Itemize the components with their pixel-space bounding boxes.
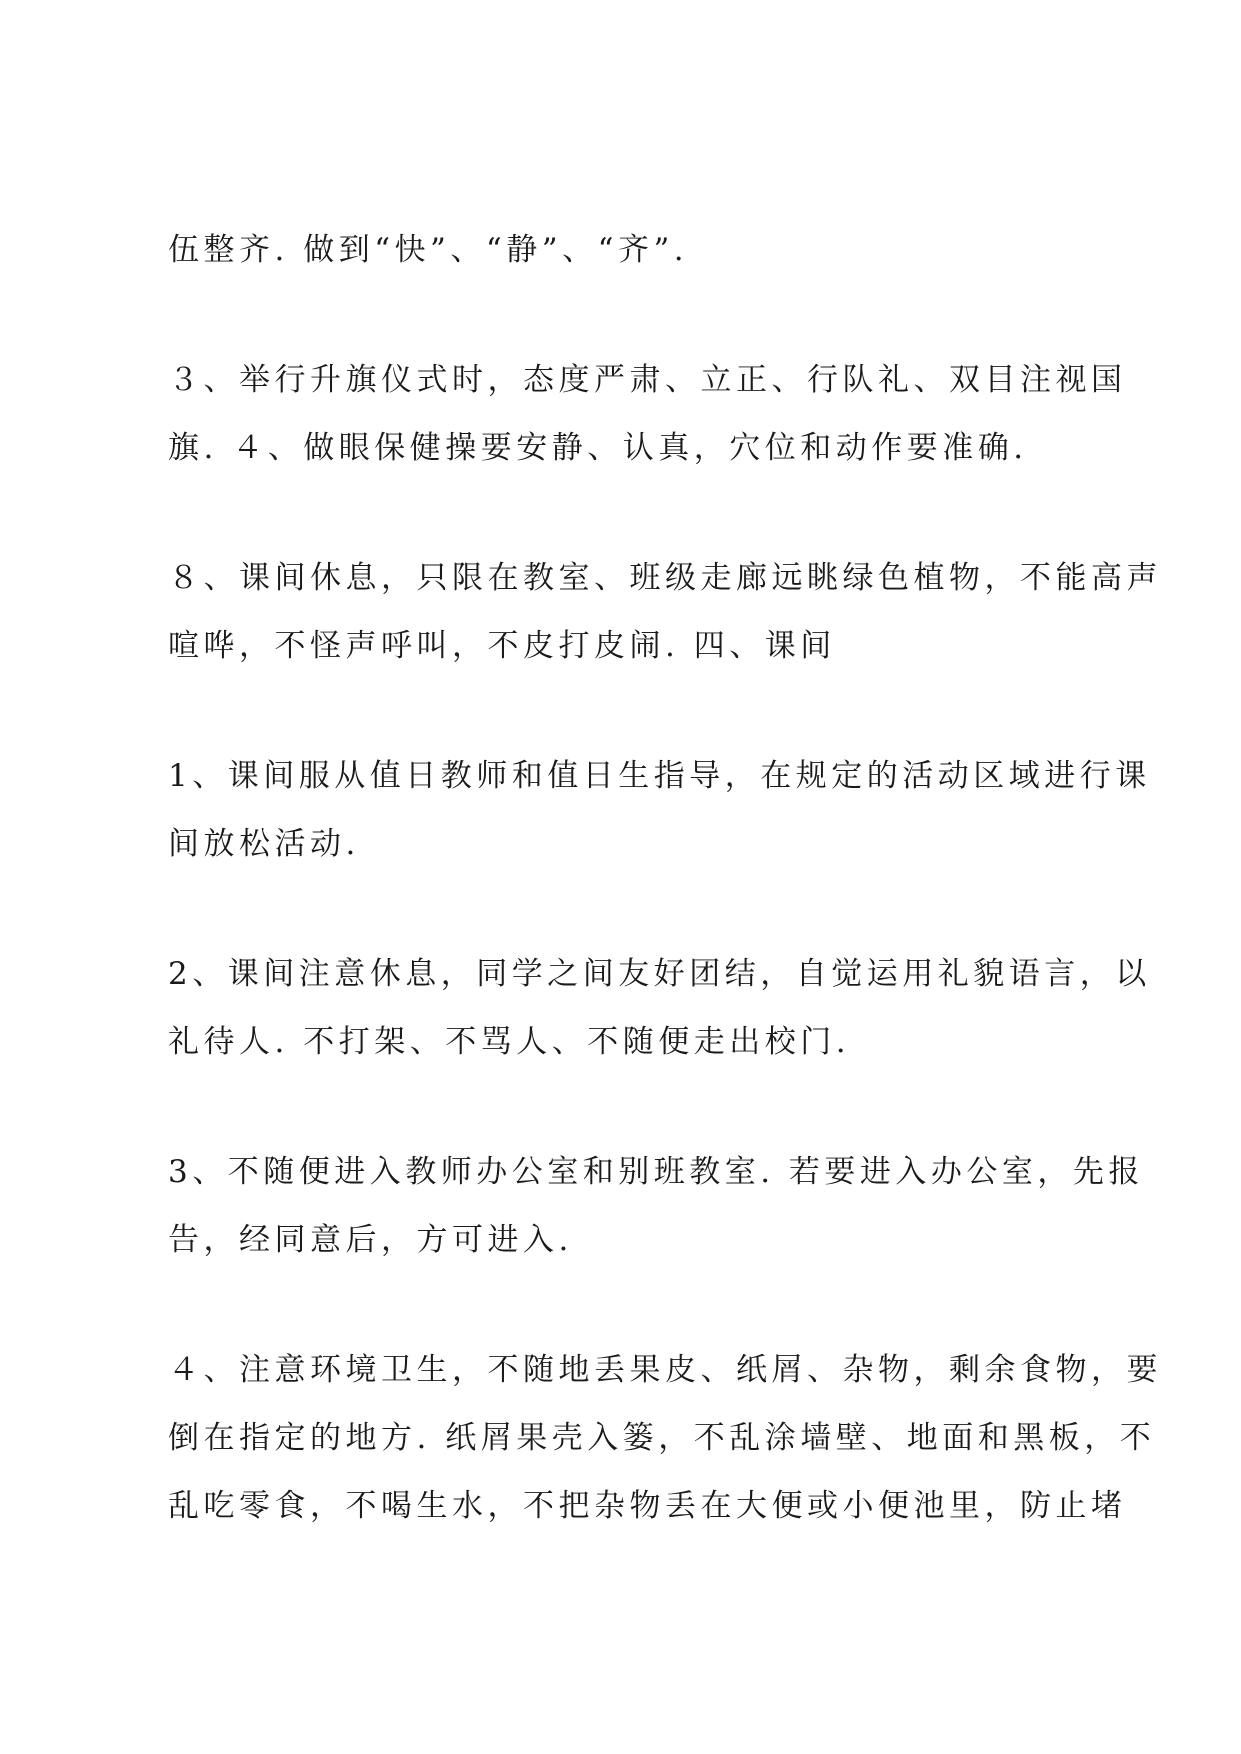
paragraph-line: 礼待人. 不打架、不骂人、不随便走出校门. (168, 1024, 851, 1060)
paragraph-line: 伍整齐. 做到“快”、“静”、“齐”. (168, 232, 689, 268)
paragraph-line: ８、课间休息，只限在教室、班级走廊远眺绿色植物，不能高声 (168, 560, 1162, 596)
paragraph-line: 喧哗，不怪声呼叫，不皮打皮闹. 四、课间 (168, 628, 836, 664)
paragraph-line: 1、课间服从值日教师和值日生指导，在规定的活动区域进行课 (168, 758, 1151, 794)
paragraph-line: 间放松活动. (168, 826, 360, 862)
paragraph-line: ３、举行升旗仪式时，态度严肃、立正、行队礼、双目注视国 (168, 362, 1127, 398)
paragraph-line: 告，经同意后，方可进入. (168, 1222, 573, 1258)
paragraph-line: 乱吃零食，不喝生水，不把杂物丢在大便或小便池里，防止堵 (168, 1488, 1127, 1524)
paragraph-line: 旗. ４、做眼保健操要安静、认真，穴位和动作要准确. (168, 430, 1028, 466)
paragraph-line: 倒在指定的地方. 纸屑果壳入篓，不乱涂墙壁、地面和黑板，不 (168, 1420, 1156, 1456)
paragraph-line: 3、不随便进入教师办公室和别班教室. 若要进入办公室，先报 (168, 1154, 1144, 1190)
paragraph-line: 2、课间注意休息，同学之间友好团结，自觉运用礼貌语言，以 (168, 956, 1151, 992)
paragraph-line: ４、注意环境卫生，不随地丢果皮、纸屑、杂物，剩余食物，要 (168, 1352, 1162, 1388)
